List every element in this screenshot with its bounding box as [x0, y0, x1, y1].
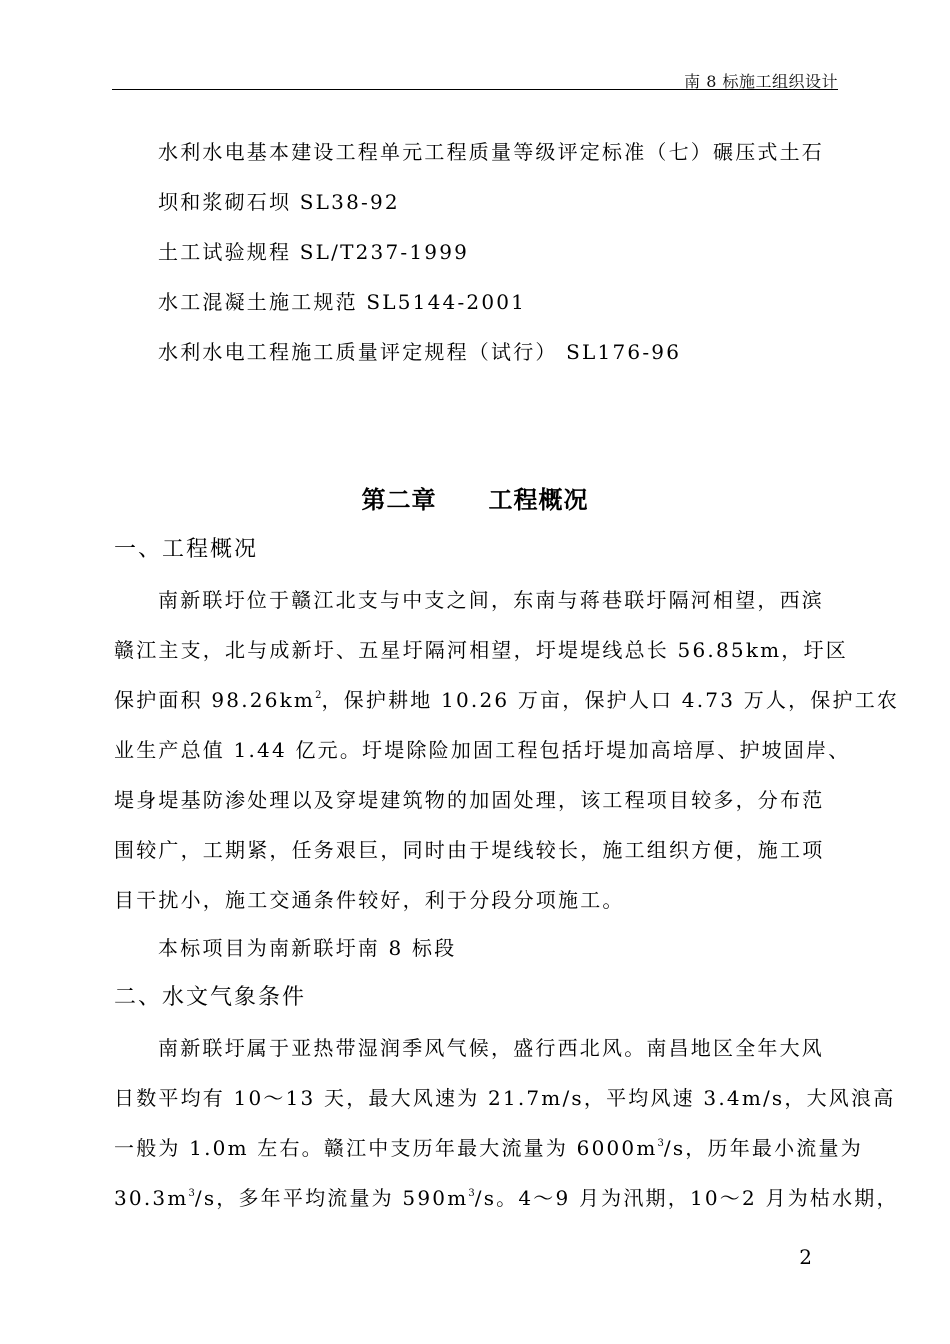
- page-number: 2: [799, 1245, 812, 1269]
- paragraph-line: 南新联圩位于赣江北支与中支之间，东南与蒋巷联圩隔河相望，西滨: [158, 588, 824, 612]
- paragraph-line: 目干扰小，施工交通条件较好，利于分段分项施工。: [114, 888, 625, 912]
- paragraph-line: 业生产总值 1.44 亿元。圩堤除险加固工程包括圩堤加高培厚、护坡固岸、: [114, 738, 851, 762]
- chapter-title: [0, 484, 950, 516]
- paragraph-line: 本标项目为南新联圩南 8 标段: [158, 936, 457, 960]
- chapter-name: 工程概况: [488, 486, 589, 514]
- standard-line-2: 坝和浆砌石坝 SL38-92: [158, 190, 400, 214]
- paragraph-line: 赣江主支，北与成新圩、五星圩隔河相望，圩堤堤线总长 56.85km，圩区: [114, 638, 848, 662]
- paragraph-line: 南新联圩属于亚热带湿润季风气候，盛行西北风。南昌地区全年大风: [158, 1036, 824, 1060]
- paragraph-line: $30.3m^3/s$，多年平均流量为 $590m^3/s$。4～9 月为汛期，10～2 月为枯水期，: [114, 1186, 899, 1210]
- standard-line-5: 水利水电工程施工质量评定规程（试行） SL176-96: [158, 340, 682, 364]
- standard-line-3: 土工试验规程 SL/T237-1999: [158, 240, 470, 264]
- standard-line-1: 水利水电基本建设工程单元工程质量等级评定标准（七）碾压式土石: [158, 140, 824, 164]
- paragraph-line: 围较广，工期紧，任务艰巨，同时由于堤线较长，施工组织方便，施工项: [114, 838, 825, 862]
- header-title: 南 8 标施工组织设计: [684, 72, 838, 91]
- section-heading-1: 一、工程概况: [114, 537, 259, 562]
- paragraph-line: 保护面积 $98.26km^2$，保护耕地 10.26 万亩，保护人口 4.73 万人，保护工农: [114, 688, 900, 712]
- paragraph-line: 堤身堤基防渗处理以及穿堤建筑物的加固处理，该工程项目较多，分布范: [114, 788, 825, 812]
- chapter-number: 第二章: [361, 486, 437, 514]
- section-heading-2: 二、水文气象条件: [114, 985, 307, 1010]
- paragraph-line: 日数平均有 10～13 天，最大风速为 21.7m/s，平均风速 3.4m/s，大风浪高: [114, 1086, 896, 1110]
- header-rule: [112, 89, 838, 90]
- standard-line-4: 水工混凝土施工规范 SL5144-2001: [158, 290, 527, 314]
- paragraph-line: 一般为 1.0m 左右。赣江中支历年最大流量为 $6000m^3/s$，历年最小流量为: [114, 1136, 863, 1160]
